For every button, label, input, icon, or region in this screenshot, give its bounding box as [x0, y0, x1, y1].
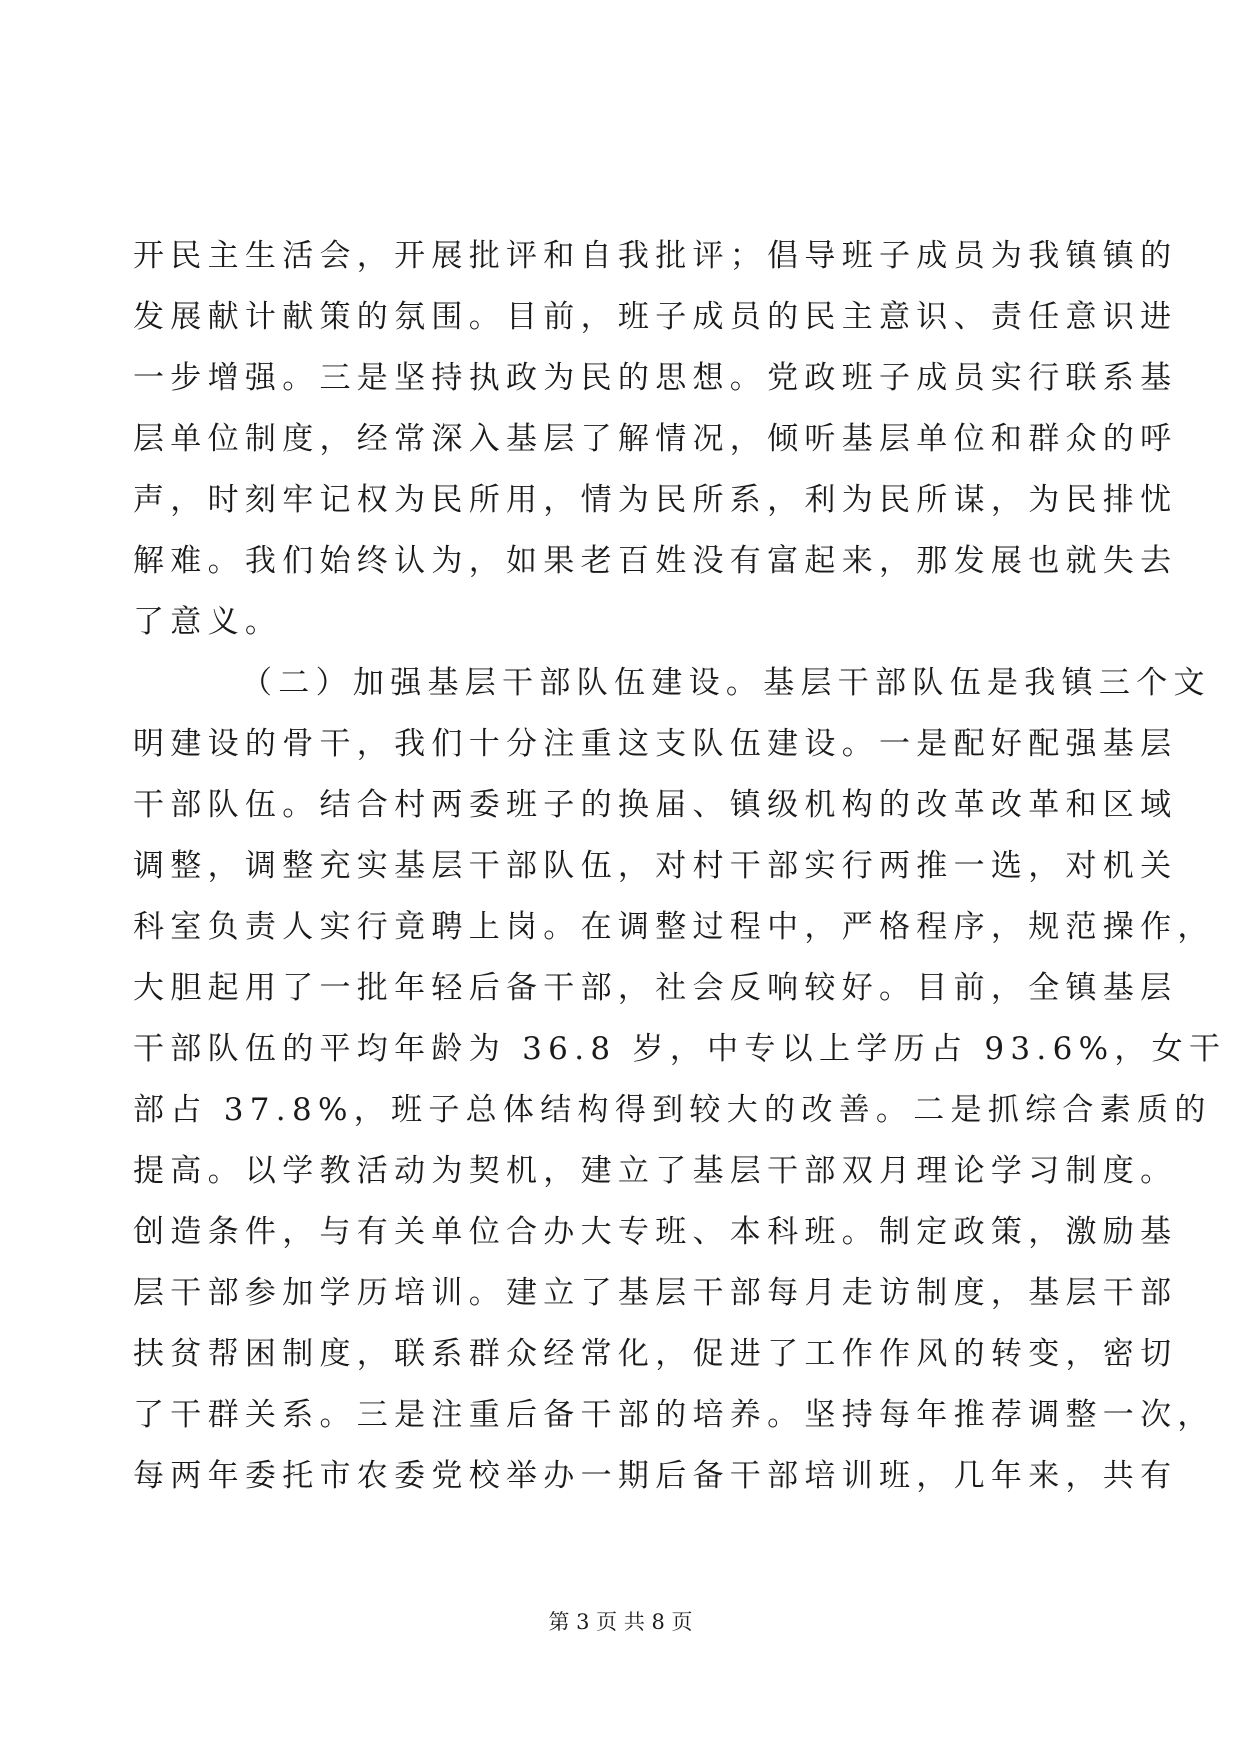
text-line: 调整，调整充实基层干部队伍，对村干部实行两推一选，对机关	[133, 848, 1178, 884]
text-line: 明建设的骨干，我们十分注重这支队伍建设。一是配好配强基层	[133, 726, 1178, 762]
text-line: 声，时刻牢记权为民所用，情为民所系，利为民所谋，为民排忧	[133, 482, 1178, 518]
text-line: 了干群关系。三是注重后备干部的培养。坚持每年推荐调整一次，	[133, 1397, 1215, 1433]
text-line: 扶贫帮困制度，联系群众经常化，促进了工作作风的转变，密切	[133, 1336, 1178, 1372]
text-line: 解难。我们始终认为，如果老百姓没有富起来，那发展也就失去	[133, 543, 1178, 579]
page-number-footer: 第 3 页 共 8 页	[548, 1610, 693, 1634]
text-line: 干部队伍的平均年龄为 36.8 岁，中专以上学历占 93.6%，女干	[133, 1031, 1227, 1067]
text-line: 层单位制度，经常深入基层了解情况，倾听基层单位和群众的呼	[133, 421, 1178, 457]
text-line: 每两年委托市农委党校举办一期后备干部培训班，几年来，共有	[133, 1458, 1178, 1494]
text-line: 一步增强。三是坚持执政为民的思想。党政班子成员实行联系基	[133, 360, 1178, 396]
text-line: 层干部参加学历培训。建立了基层干部每月走访制度，基层干部	[133, 1275, 1178, 1311]
text-line: 大胆起用了一批年轻后备干部，社会反响较好。目前，全镇基层	[133, 970, 1178, 1006]
text-line: 开民主生活会，开展批评和自我批评；倡导班子成员为我镇镇的	[133, 238, 1178, 274]
text-line: 创造条件，与有关单位合办大专班、本科班。制定政策，激励基	[133, 1214, 1178, 1250]
paragraph-heading-line: （二）加强基层干部队伍建设。基层干部队伍是我镇三个文	[241, 665, 1211, 701]
text-line: 发展献计献策的氛围。目前，班子成员的民主意识、责任意识进	[133, 299, 1178, 335]
text-line: 干部队伍。结合村两委班子的换届、镇级机构的改革改革和区域	[133, 787, 1178, 823]
text-line: 提高。以学教活动为契机，建立了基层干部双月理论学习制度。	[133, 1153, 1178, 1189]
text-line: 了意义。	[133, 604, 283, 640]
text-line: 部占 37.8%，班子总体结构得到较大的改善。二是抓综合素质的	[133, 1092, 1212, 1128]
text-line: 科室负责人实行竟聘上岗。在调整过程中，严格程序，规范操作，	[133, 909, 1215, 945]
